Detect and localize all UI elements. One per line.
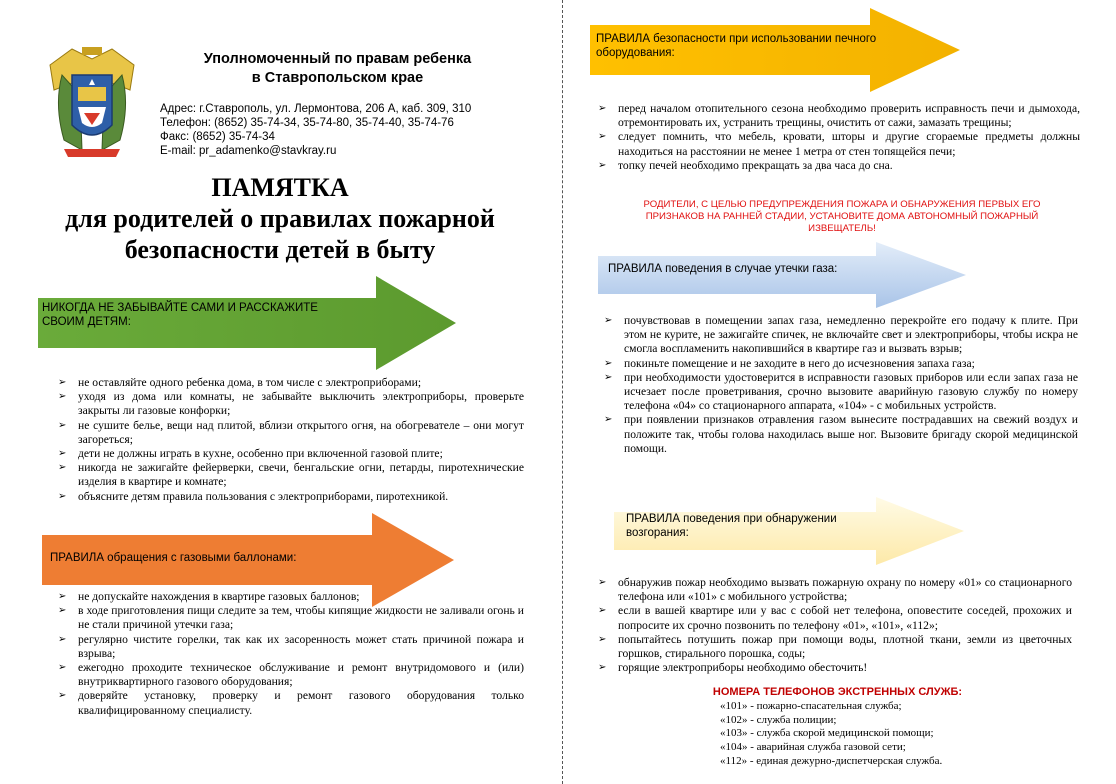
org-title-line1: Уполномоченный по правам ребенка xyxy=(203,51,472,67)
arrowhead-bullet-icon: ➢ xyxy=(598,131,607,143)
list-item: ➢ не сушите белье, вещи над плитой, вблизи открытого огня, на обогревателе – они могут загореться; xyxy=(58,418,524,446)
fax-text: Факс: (8652) 35-74-34 xyxy=(160,131,275,143)
phone-text: Телефон: (8652) 35-74-34, 35-74-80, 35-74-40, 35-74-76 xyxy=(160,117,454,129)
org-title xyxy=(150,50,525,88)
stove-heading xyxy=(596,32,916,60)
stove-heading-line2: оборудования: xyxy=(596,47,675,59)
main-title xyxy=(40,172,520,265)
arrowhead-bullet-icon: ➢ xyxy=(598,633,607,645)
list-item: ➢ доверяйте установку, проверку и ремонт газового оборудования только квалифицированному специалисту. xyxy=(58,689,524,717)
list-item: ➢ если в вашей квартире или у вас с собой нет телефона, оповестите соседей, прохожих и попросите их срочно позвонить по телефону «01», «101», «112»; xyxy=(598,604,1072,632)
list-item: ➢ уходя из дома или комнаты, не забывайте выключить электроприборы, проверьте закрыты ли газовые конфорки; xyxy=(58,390,524,418)
main-title-line3: безопасности детей в быту xyxy=(124,235,436,264)
list-item: ➢ никогда не зажигайте фейерверки, свечи, бенгальские огни, петарды, пиротехнические изделия в квартире и комнате; xyxy=(58,461,524,489)
list-item: ➢ топку печей необходимо прекращать за два часа до сна. xyxy=(598,158,893,172)
coat-of-arms-icon xyxy=(42,45,142,160)
arrowhead-bullet-icon: ➢ xyxy=(604,414,613,426)
arrowhead-bullet-icon: ➢ xyxy=(604,315,613,326)
fire-found-heading-line1: ПРАВИЛА поведения при обнаружении xyxy=(626,513,837,525)
arrowhead-bullet-icon: ➢ xyxy=(58,591,67,602)
fire-found-list xyxy=(596,576,1072,675)
address-text: Адрес: г.Ставрополь, ул. Лермонтова, 206 А, каб. 309, 310 xyxy=(160,103,472,115)
list-item: ➢ следует помнить, что мебель, кровати, шторы и другие сгораемые предметы должны находиться на расстоянии не менее 1 метра от стен топящейся печи; xyxy=(598,130,1080,158)
list-item: «104» - аварийная служба газовой сети; xyxy=(720,741,906,754)
arrowhead-bullet-icon: ➢ xyxy=(598,159,607,171)
arrowhead-bullet-icon: ➢ xyxy=(598,577,607,588)
list-item: ➢ при появлении признаков отравления газом вынесите пострадавших на свежий воздух и положите так, чтобы голова находилась выше ног. Вызовите бригаду скорой медицинской помощи. xyxy=(604,413,1078,455)
arrowhead-bullet-icon: ➢ xyxy=(58,662,67,674)
list-item: ➢ обнаружив пожар необходимо вызвать пожарную охрану по номеру «01» со стационарного телефона или «101» с мобильного устройства; xyxy=(598,576,1072,604)
list-item: ➢ почувствовав в помещении запах газа, немедленно перекройте его подачу к плите. При этом не курите, не зажигайте спичек, не включайте свет и электроприборы, чтобы искра не смогла воспламенить накопившийся в квартире газ и вызвать взрыв; xyxy=(604,314,1078,356)
arrowhead-bullet-icon: ➢ xyxy=(598,103,607,114)
arrowhead-bullet-icon: ➢ xyxy=(58,462,67,474)
arrowhead-bullet-icon: ➢ xyxy=(58,633,67,645)
list-item: ➢ горящие электроприборы необходимо обесточить! xyxy=(598,661,868,675)
main-title-line2: для родителей о правилах пожарной xyxy=(65,204,495,233)
smoke-detector-warning: РОДИТЕЛИ, С ЦЕЛЬЮ ПРЕДУПРЕЖДЕНИЯ ПОЖАРА И ОБНАРУЖЕНИЯ ПЕРВЫХ ЕГО ПРИЗНАКОВ НА РАННЕЙ СТАДИИ, УСТАНОВИТЕ ДОМА АВТОНОМНЫЙ ПОЖАРНЫЙ ИЗВЕЩАТЕЛЬ! xyxy=(643,199,1041,234)
arrowhead-bullet-icon: ➢ xyxy=(58,490,67,502)
main-title-line1: ПАМЯТКА xyxy=(211,173,349,202)
arrowhead-bullet-icon: ➢ xyxy=(58,605,67,617)
arrowhead-bullet-icon: ➢ xyxy=(598,605,607,617)
list-item: ➢ перед началом отопительного сезона необходимо проверить исправность печи и дымохода, отремонтировать их, устранить трещины, очистить от сажи, замазать трещины; xyxy=(598,102,1080,130)
arrowhead-bullet-icon: ➢ xyxy=(58,448,67,460)
list-item: «102» - служба полиции; xyxy=(720,713,837,726)
fire-found-heading xyxy=(626,512,926,540)
arrowhead-bullet-icon: ➢ xyxy=(58,377,67,388)
list-item: «101» - пожарно-спасательная служба; xyxy=(720,700,902,712)
arrowhead-bullet-icon: ➢ xyxy=(58,419,67,431)
never-forget-heading-line1: НИКОГДА НЕ ЗАБЫВАЙТЕ САМИ И РАССКАЖИТЕ xyxy=(42,302,318,314)
stove-list xyxy=(596,102,1080,173)
never-forget-heading-line2: СВОИМ ДЕТЯМ: xyxy=(42,316,131,328)
gas-leak-list xyxy=(602,314,1078,456)
list-item: «103» - служба скорой медицинской помощи; xyxy=(720,727,934,740)
gas-leak-heading: ПРАВИЛА поведения в случае утечки газа: xyxy=(608,263,838,275)
emergency-phones-list xyxy=(720,700,942,769)
list-item: ➢ регулярно чистите горелки, так как их засоренность может стать причиной пожара и взрыва; xyxy=(58,632,524,660)
gas-cylinders-heading: ПРАВИЛА обращения с газовыми баллонами: xyxy=(50,552,297,564)
list-item: ➢ при необходимости удостоверится в исправности газовых приборов или если запах газа не исчезает после проветривания, срочно вызовите аварийную газовую службу по номеру телефона «04» со стационарного аппарата, «104» - с мобильных устройств. xyxy=(604,370,1078,413)
never-forget-list xyxy=(56,376,524,504)
list-item: ➢ ежегодно проходите техническое обслуживание и ремонт внутридомового и (или) внутриквартирного газового оборудования; xyxy=(58,661,524,689)
arrowhead-bullet-icon: ➢ xyxy=(58,690,67,702)
arrowhead-bullet-icon: ➢ xyxy=(604,371,613,383)
list-item: ➢ в ходе приготовления пищи следите за тем, чтобы кипящие жидкости не заливали огонь и не стали причиной утечки газа; xyxy=(58,604,524,632)
contacts xyxy=(160,102,520,158)
arrowhead-bullet-icon: ➢ xyxy=(598,662,607,674)
list-item: ➢ попытайтесь потушить пожар при помощи воды, плотной ткани, земли из цветочных горшков, стирального порошка, соды; xyxy=(598,632,1072,661)
emergency-phones-title: НОМЕРА ТЕЛЕФОНОВ ЭКСТРЕННЫХ СЛУЖБ: xyxy=(712,686,963,698)
list-item: «112» - единая дежурно-диспетчерская служба. xyxy=(720,754,943,767)
list-item: ➢ объясните детям правила пользования с электроприборами, пиротехникой. xyxy=(58,489,449,503)
list-item: ➢ не допускайте нахождения в квартире газовых баллонов; xyxy=(58,590,360,603)
list-item: ➢ не оставляйте одного ребенка дома, в том числе с электроприборами; xyxy=(58,376,422,389)
org-title-line2: в Ставропольском крае xyxy=(251,70,424,86)
gas-cylinders-list xyxy=(56,590,524,718)
fire-found-heading-line2: возгорания: xyxy=(626,527,689,539)
arrowhead-bullet-icon: ➢ xyxy=(604,357,613,369)
list-item: ➢ покиньте помещение и не заходите в него до исчезновения запаха газа; xyxy=(604,356,975,370)
arrowhead-bullet-icon: ➢ xyxy=(58,391,67,403)
page-divider xyxy=(562,0,563,784)
list-item: ➢ дети не должны играть в кухне, особенно при включенной газовой плите; xyxy=(58,447,443,461)
never-forget-heading xyxy=(42,301,372,329)
email-text: E-mail: pr_adamenko@stavkray.ru xyxy=(160,145,337,157)
stove-heading-line1: ПРАВИЛА безопасности при использовании печного xyxy=(596,33,877,45)
